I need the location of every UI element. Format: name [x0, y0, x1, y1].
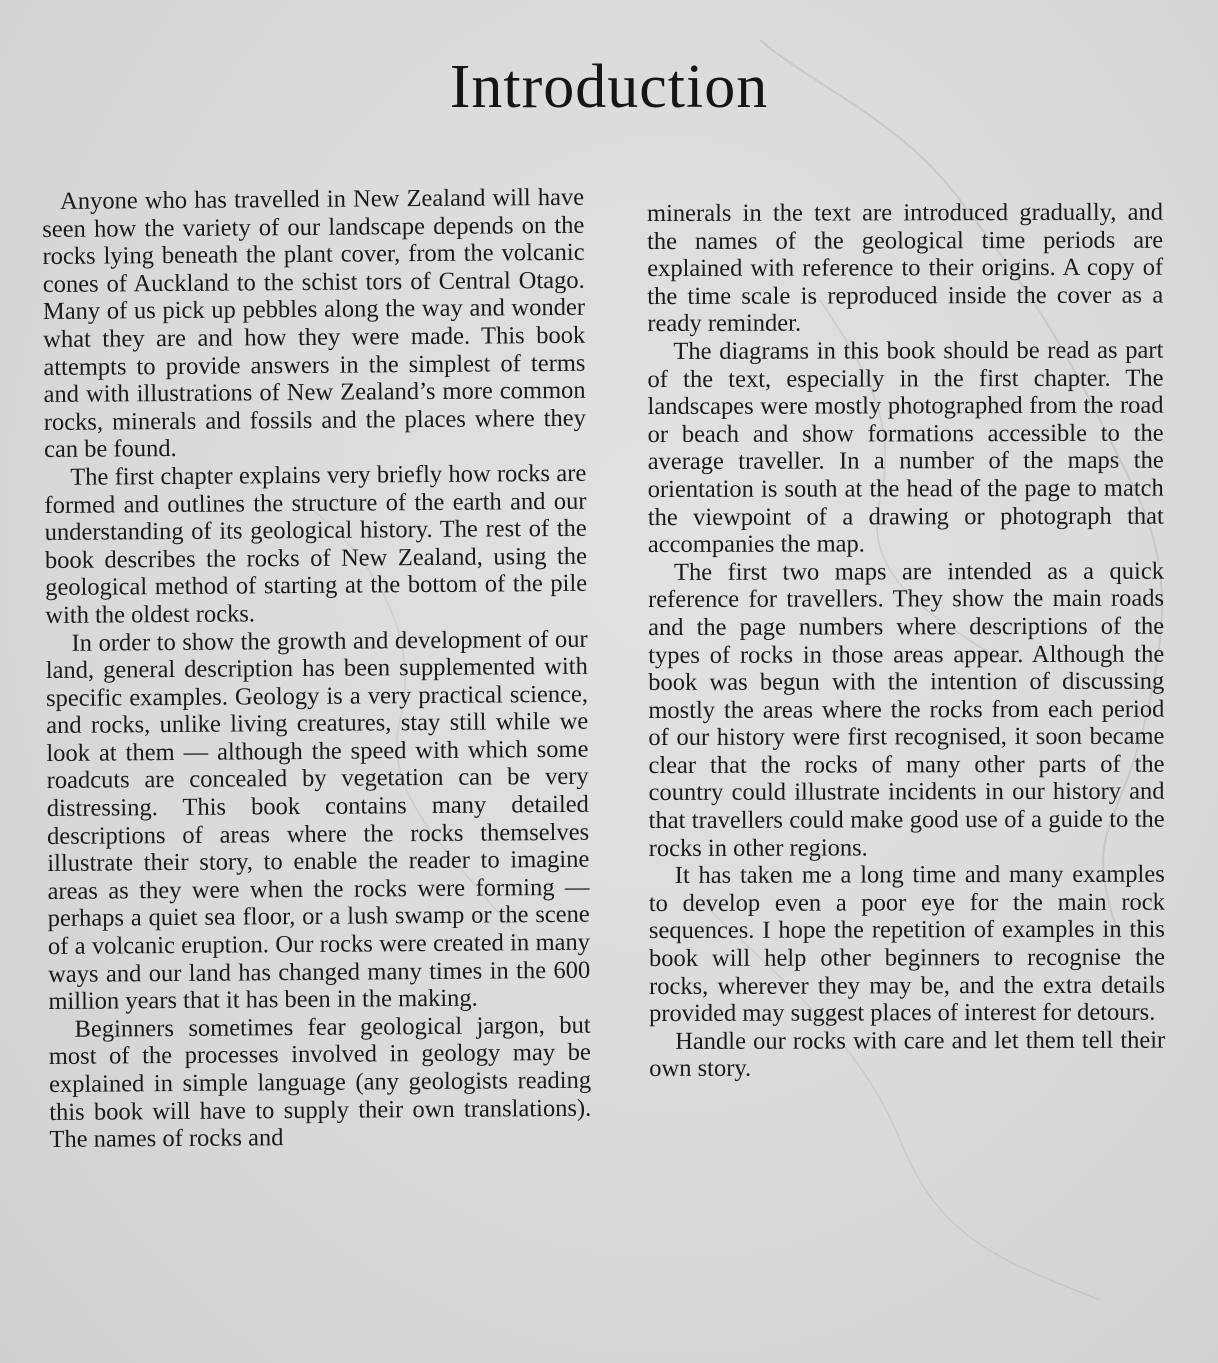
left-text-column	[42, 184, 592, 1154]
left-paragraph-2: The first chapter explains very briefly how rocks are formed and outlines the structure of the earth and our understanding of its geological history. The rest of the book describes the rocks of New Zealand, using the geological method of starting at the bottom of the pile with the oldest rocks.	[44, 459, 588, 629]
left-paragraph-3: In order to show the growth and development of our land, general description has been supplemented with specific examples. Geology is a very practical science, and rocks, unlike living creatures, stay still while we look at them — although the speed with which some roadcuts are concealed by vegetation can be very distressing. This book contains many detailed descriptions of areas where the rocks themselves illustrate their story, to enable the reader to imagine areas as they were when the rocks were forming — perhaps a quiet sea floor, or a lush swamp or the scene of a volcanic eruption. Our rocks were created in many ways and our land has changed many times in the 600 million years that it has been in the making.	[45, 625, 591, 1016]
left-paragraph-1: Anyone who has travelled in New Zealand will have seen how the variety of our landscape depends on the rocks lying beneath the plant cover, from the volcanic cones of Auckland to the schist tors of Central Otago. Many of us pick up pebbles along the way and wonder what they are and how they were made. This book attempts to provide answers in the simplest of terms and with illustrations of New Zealand’s more common rocks, minerals and fossils and the places where they can be found.	[42, 183, 586, 464]
right-paragraph-3: The first two maps are intended as a quick reference for travellers. They show the main roads and the page numbers where descriptions of the types of rocks in those areas appear. Although the book was begun with the intention of discussing mostly the areas where the rocks from each period of our history were first recognised, it soon became clear that the rocks of many other parts of the country could illustrate incidents in our history and that travellers could make good use of a guide to the rocks in other regions.	[648, 557, 1165, 862]
left-paragraph-4: Beginners sometimes fear geological jargon, but most of the processes involved in geology may be explained in simple language (any geologists reading this book will have to supply their own translations). The names of rocks and	[48, 1011, 592, 1154]
right-paragraph-2: The diagrams in this book should be read as part of the text, especially in the first chapter. The landscapes were mostly photographed from the road or beach and show formations accessible to the average traveller. In a number of the maps the orientation is south at the head of the page to match the viewpoint of a drawing or photograph that accompanies the map.	[647, 336, 1164, 559]
right-paragraph-4: It has taken me a long time and many examples to develop even a poor eye for the main rock sequences. I hope the repetition of examples in this book will help other beginners to recognise the rocks, wherever they may be, and the extra details provided may suggest places of interest for detours.	[648, 860, 1166, 1028]
right-paragraph-1: minerals in the text are introduced gradually, and the names of the geological time periods are explained with reference to their origins. A copy of the time scale is reproduced inside the cover as a ready reminder.	[647, 198, 1164, 338]
page-title: Introduction	[449, 53, 769, 121]
right-text-column	[647, 199, 1165, 1083]
right-paragraph-5: Handle our rocks with care and let them tell their own story.	[649, 1026, 1166, 1083]
